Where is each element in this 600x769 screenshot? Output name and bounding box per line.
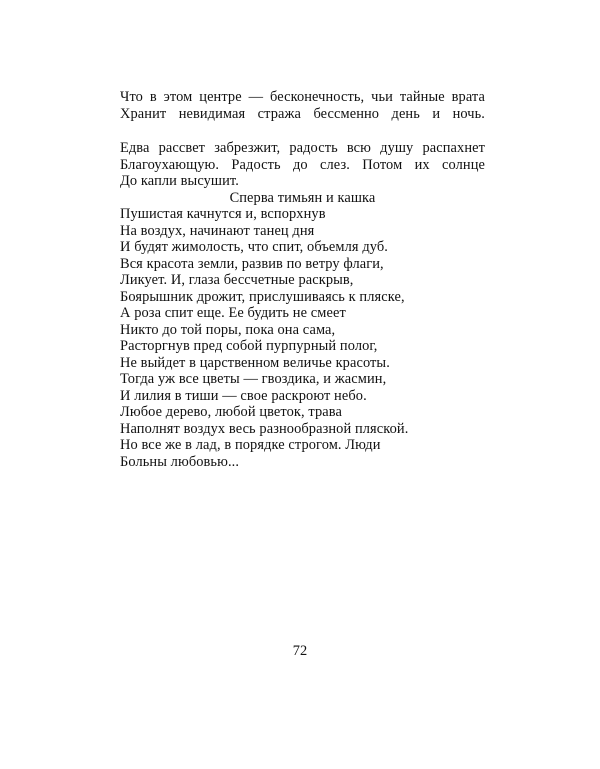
- poem-line: Ликует. И, глаза бессчетные раскрыв,: [120, 272, 354, 288]
- poem-line: Вся красота земли, развив по ветру флаги,: [120, 256, 384, 272]
- poem-line: Расторгнув пред собой пурпурный полог,: [120, 338, 378, 354]
- poem-line: Больны любовью...: [120, 454, 240, 470]
- poem-line: Не выйдет в царственном величье красоты.: [120, 355, 390, 371]
- poem-line: И лилия в тиши — свое раскроют небо.: [120, 388, 367, 404]
- poem-line: Благоухающую. Радость до слез. Потом их солнце: [120, 157, 485, 173]
- poem-line: Тогда уж все цветы — гвоздика, и жасмин,: [120, 371, 387, 387]
- poem-line: И будят жимолость, что спит, объемля дуб.: [120, 239, 388, 255]
- poem-line: Едва рассвет забрезжит, радость всю душу распахнет: [120, 140, 485, 156]
- poem-line: А роза спит еще. Ее будить не смеет: [120, 305, 346, 321]
- poem-line: Никто до той поры, пока она сама,: [120, 322, 336, 338]
- poem-line: До капли высушит.: [120, 173, 239, 189]
- poem-line: Любое дерево, любой цветок, трава: [120, 404, 342, 420]
- poem-line: Наполнят воздух весь разнообразной пляской.: [120, 421, 409, 437]
- poem-line: Боярышник дрожит, прислушиваясь к пляске,: [120, 289, 405, 305]
- page-number: 72: [292, 643, 308, 659]
- poem-line: Но все же в лад, в порядке строгом. Люди: [120, 437, 381, 453]
- poem-line-centered: Сперва тимьян и кашка: [229, 190, 376, 206]
- poem-line: На воздух, начинают танец дня: [120, 223, 315, 239]
- poem-line: Что в этом центре — бесконечность, чьи тайные врата: [120, 89, 485, 105]
- poem-line: Хранит невидимая стража бессменно день и ночь.: [120, 106, 485, 122]
- poem-line: Пушистая качнутся и, вспорхнув: [120, 206, 326, 222]
